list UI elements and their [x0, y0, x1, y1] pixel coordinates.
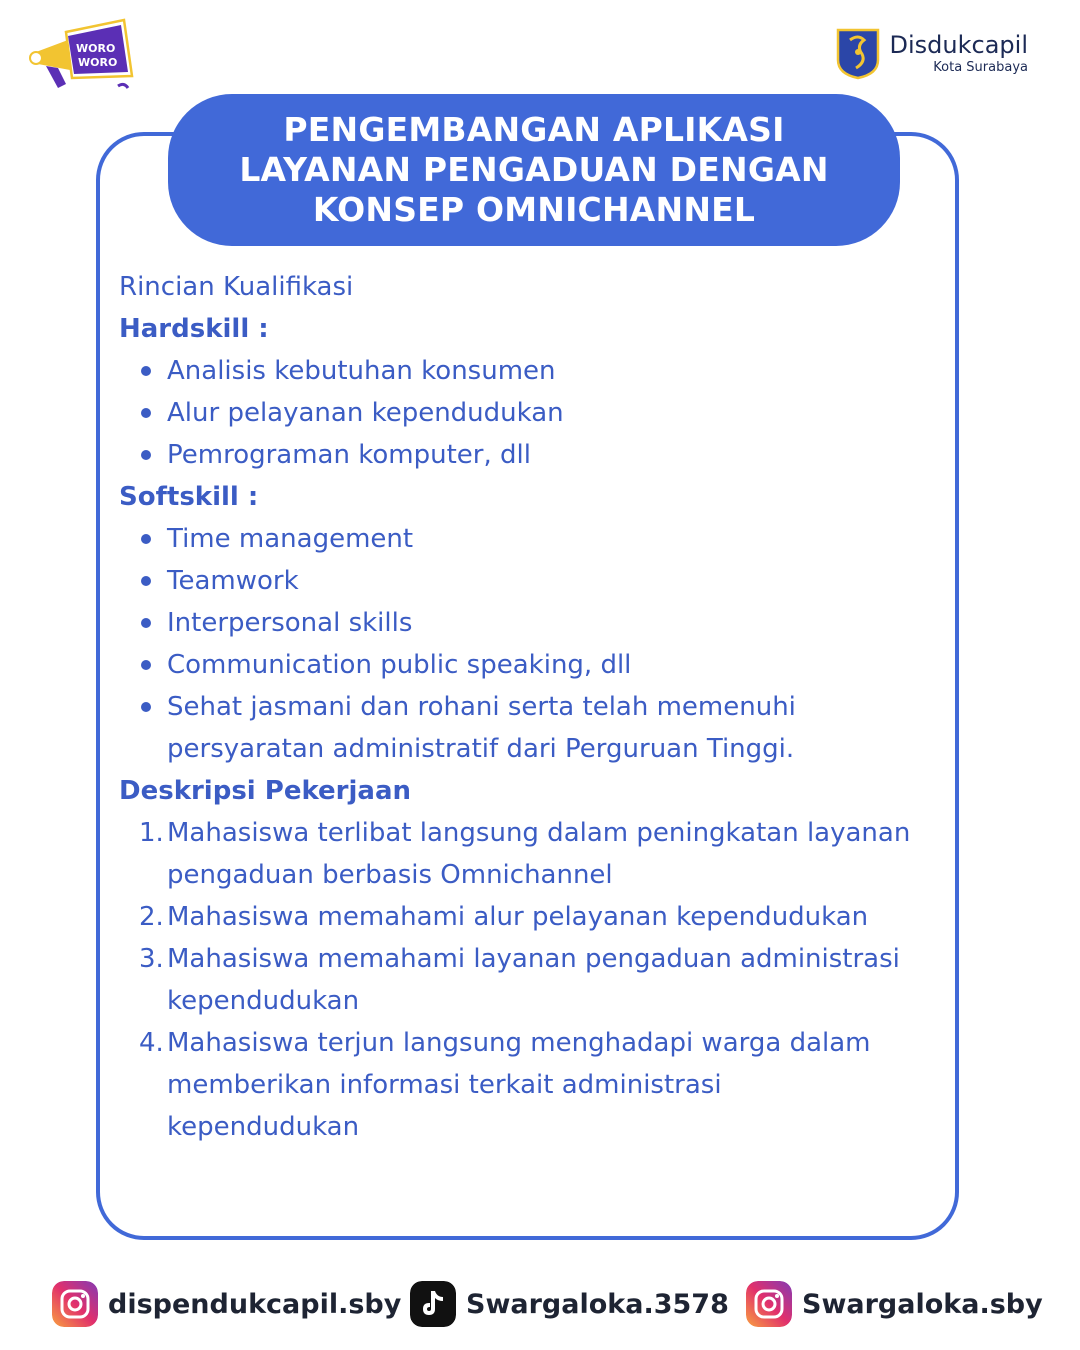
tiktok-icon	[410, 1281, 456, 1327]
item-number: 3.	[139, 944, 164, 974]
list-item: Pemrograman komputer, dll	[119, 434, 919, 476]
list-item: Interpersonal skills	[119, 602, 919, 644]
deskripsi-heading: Deskripsi Pekerjaan	[119, 776, 412, 806]
list-item: Communication public speaking, dll	[119, 644, 919, 686]
list-item	[119, 896, 919, 938]
list-item: Sehat jasmani dan rohani serta telah memenuhi persyaratan administratif dari Perguruan Tinggi.	[119, 686, 919, 770]
softskill-list	[119, 518, 919, 770]
list-item: Analisis kebutuhan konsumen	[119, 350, 919, 392]
item-text: Mahasiswa memahami layanan pengaduan administrasi kependudukan	[167, 944, 900, 1016]
list-item	[119, 938, 919, 1022]
title-line-3: KONSEP OMNICHANNEL	[312, 190, 756, 229]
social-handle: Swargaloka.3578	[466, 1288, 729, 1320]
badge-line2: WORO	[78, 56, 118, 69]
list-item	[119, 812, 919, 896]
social-handle: dispendukcapil.sby	[108, 1288, 402, 1320]
softskill-heading: Softskill :	[119, 482, 259, 512]
title-banner	[168, 94, 900, 246]
title-line-1: PENGEMBANGAN APLIKASI	[283, 110, 785, 149]
item-text: Mahasiswa terjun langsung menghadapi warga dalam memberikan informasi terkait administrasi kependudukan	[167, 1028, 871, 1142]
hardskill-heading: Hardskill :	[119, 314, 269, 344]
page-title	[239, 110, 828, 230]
item-number: 2.	[139, 902, 164, 932]
social-link-instagram-swargaloka[interactable]	[746, 1276, 1043, 1332]
badge-line1: WORO	[76, 42, 116, 55]
deskripsi-list	[119, 812, 919, 1148]
list-item: Time management	[119, 518, 919, 560]
surabaya-shield-icon	[836, 26, 880, 80]
social-handle: Swargaloka.sby	[802, 1288, 1043, 1320]
item-number: 4.	[139, 1028, 164, 1058]
social-link-instagram-dispendukcapil[interactable]	[52, 1276, 401, 1332]
title-line-2: LAYANAN PENGADUAN DENGAN	[239, 150, 829, 189]
list-item: Teamwork	[119, 560, 919, 602]
social-link-tiktok-swargaloka[interactable]	[410, 1276, 729, 1332]
social-footer	[0, 1276, 1080, 1332]
hardskill-list	[119, 350, 919, 476]
item-text: Mahasiswa terlibat langsung dalam peningkatan layanan pengaduan berbasis Omnichannel	[167, 818, 911, 890]
list-item	[119, 1022, 919, 1148]
instagram-icon	[746, 1281, 792, 1327]
list-item: Alur pelayanan kependudukan	[119, 392, 919, 434]
qualification-content	[119, 266, 919, 1148]
item-number: 1.	[139, 818, 164, 848]
intro-heading: Rincian Kualifikasi	[119, 272, 354, 302]
item-text: Mahasiswa memahami alur pelayanan kependudukan	[167, 902, 869, 932]
brand-logo	[836, 26, 1028, 80]
woro-woro-megaphone-logo	[28, 18, 138, 98]
brand-name: Disdukcapil	[889, 30, 1028, 59]
instagram-icon	[52, 1281, 98, 1327]
brand-subtitle: Kota Surabaya	[933, 59, 1028, 75]
